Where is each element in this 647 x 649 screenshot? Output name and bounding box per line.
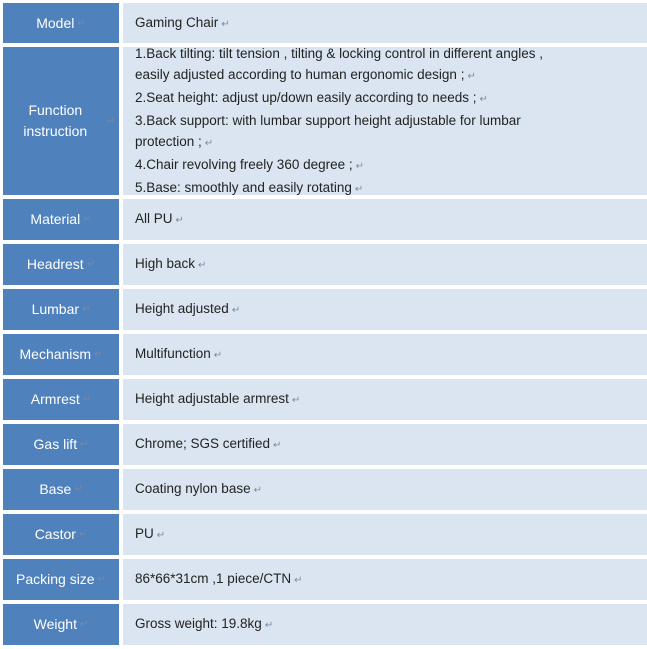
- spec-label: Armrest ↵: [3, 379, 119, 420]
- function-line: protection ; ↵: [135, 133, 214, 149]
- spec-label: Base ↵: [3, 469, 119, 510]
- spec-label: Material ↵: [3, 199, 119, 240]
- spec-value: [123, 47, 647, 195]
- spec-label: Gas lift ↵: [3, 424, 119, 465]
- function-line: 1.Back tilting: tilt tension , tilting & locking control in different angles ,: [135, 45, 543, 61]
- spec-value: Gross weight: 19.8kg ↵: [123, 604, 647, 645]
- spec-value: High back ↵: [123, 244, 647, 285]
- spec-row-base: [3, 469, 647, 510]
- spec-value: 86*66*31cm ,1 piece/CTN ↵: [123, 559, 647, 600]
- spec-row-gas-lift: [3, 424, 647, 465]
- spec-label: Castor ↵: [3, 514, 119, 555]
- spec-row-headrest: [3, 244, 647, 285]
- spec-row-packing-size: [3, 559, 647, 600]
- spec-value: All PU ↵: [123, 199, 647, 240]
- function-line: 4.Chair revolving freely 360 degree ; ↵: [135, 156, 365, 172]
- spec-value: Height adjusted ↵: [123, 289, 647, 330]
- spec-value: PU ↵: [123, 514, 647, 555]
- spec-label: Function instruction ↵: [3, 47, 119, 195]
- spec-value: Chrome; SGS certified ↵: [123, 424, 647, 465]
- spec-value: Gaming Chair ↵: [123, 3, 647, 43]
- function-line: 3.Back support: with lumbar support height adjustable for lumbar: [135, 112, 521, 128]
- spec-row-material: [3, 199, 647, 240]
- spec-row-weight: [3, 604, 647, 645]
- spec-row-armrest: [3, 379, 647, 420]
- spec-label: Mechanism ↵: [3, 334, 119, 375]
- spec-value: Multifunction ↵: [123, 334, 647, 375]
- spec-value: Coating nylon base ↵: [123, 469, 647, 510]
- spec-row-model: [3, 3, 647, 43]
- spec-label: Lumbar ↵: [3, 289, 119, 330]
- spec-label: Packing size ↵: [3, 559, 119, 600]
- function-line: easily adjusted according to human ergonomic design ; ↵: [135, 66, 476, 82]
- spec-label: Model ↵: [3, 3, 119, 43]
- spec-row-mechanism: [3, 334, 647, 375]
- spec-row-function-instruction: [3, 47, 647, 195]
- spec-label: Headrest ↵: [3, 244, 119, 285]
- spec-row-castor: [3, 514, 647, 555]
- spec-label: Weight ↵: [3, 604, 119, 645]
- spec-value: Height adjustable armrest ↵: [123, 379, 647, 420]
- spec-row-lumbar: [3, 289, 647, 330]
- spec-table: [3, 3, 647, 649]
- function-line: 5.Base: smoothly and easily rotating ↵: [135, 179, 364, 195]
- function-line: 2.Seat height: adjust up/down easily according to needs ; ↵: [135, 89, 488, 105]
